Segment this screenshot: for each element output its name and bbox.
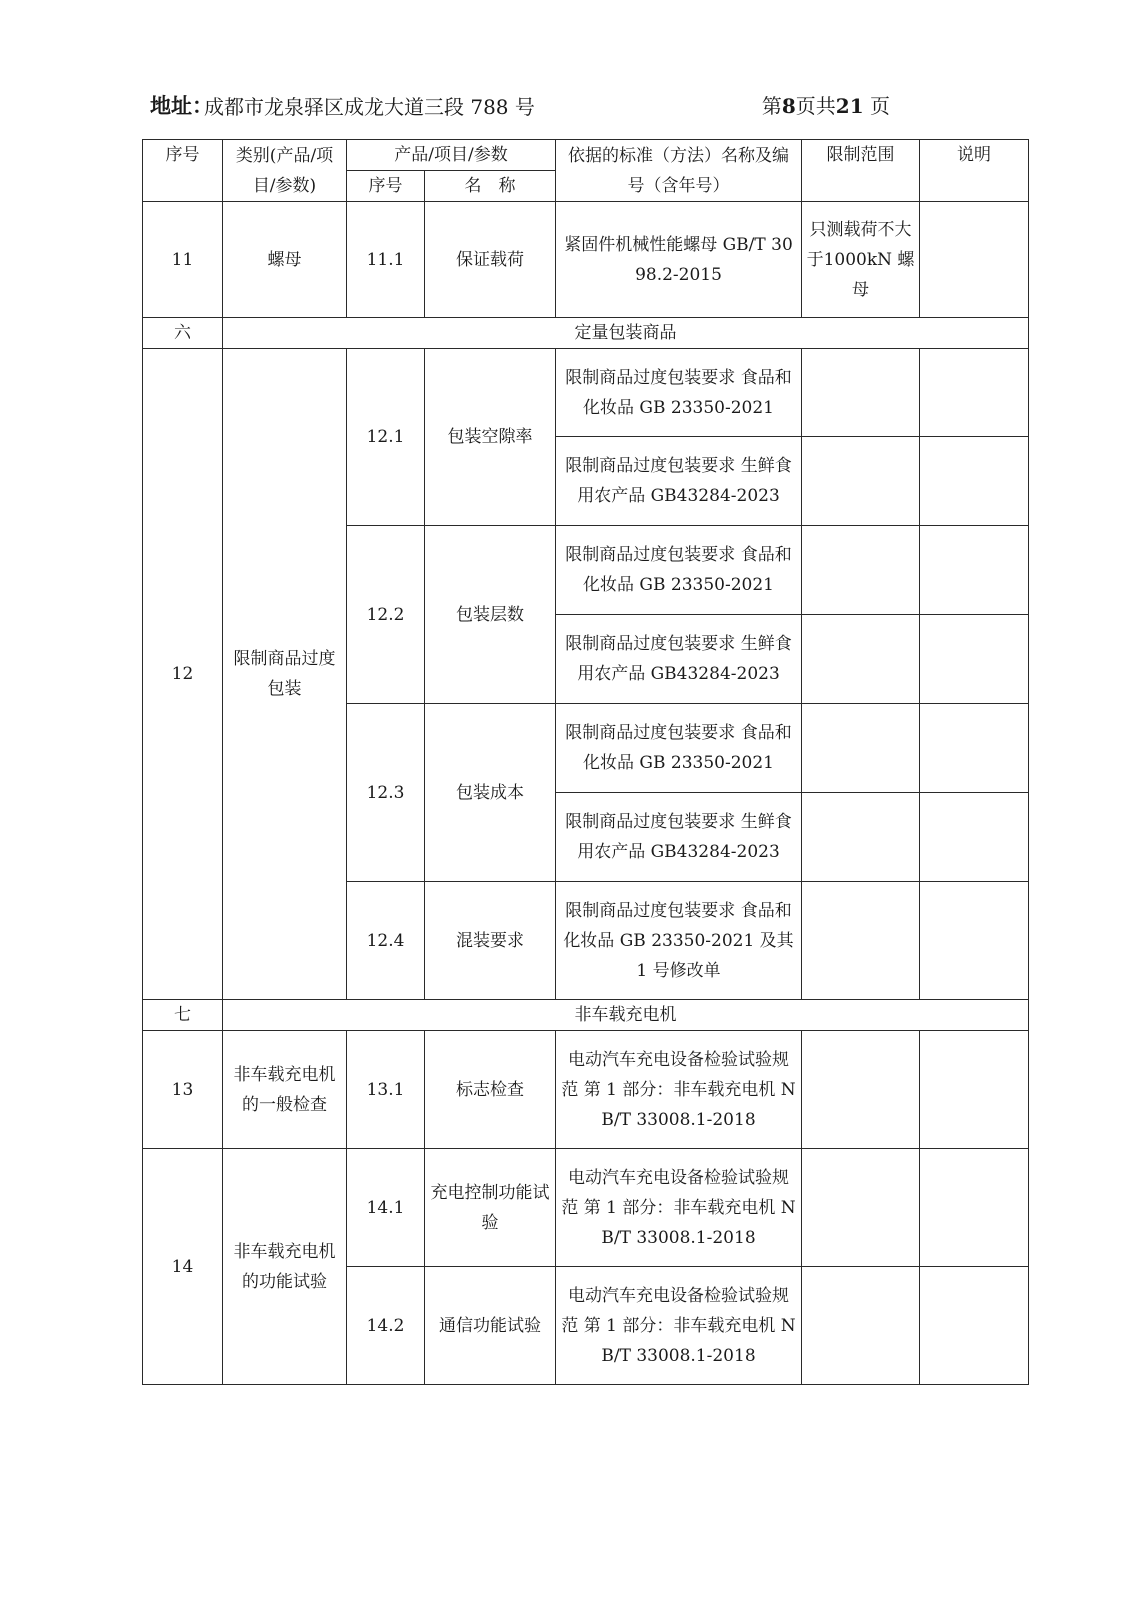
row-item-name: 保证载荷 xyxy=(425,202,556,318)
row-limit xyxy=(802,882,920,1000)
section-row xyxy=(143,318,1029,349)
row-note xyxy=(920,1267,1029,1385)
table-row xyxy=(143,1149,1029,1267)
header-sub-name: 名 称 xyxy=(425,171,556,202)
row-standard: 限制商品过度包装要求 食品和化妆品 GB 23350-2021 及其 1 号修改单 xyxy=(556,882,802,1000)
row-item-name: 包装层数 xyxy=(425,526,556,704)
row-note xyxy=(920,202,1029,318)
header-product: 产品/项目/参数 xyxy=(347,140,556,171)
row-sub-seq: 13.1 xyxy=(347,1031,425,1149)
row-seq: 11 xyxy=(143,202,223,318)
row-limit xyxy=(802,704,920,793)
table-row xyxy=(143,349,1029,437)
row-item-name: 混装要求 xyxy=(425,882,556,1000)
row-sub-seq: 12.2 xyxy=(347,526,425,704)
row-category: 非车载充电机的一般检查 xyxy=(223,1031,347,1149)
row-limit xyxy=(802,615,920,704)
address-text: 成都市龙泉驿区成龙大道三段 788 号 xyxy=(204,95,535,119)
row-limit xyxy=(802,793,920,882)
row-limit xyxy=(802,437,920,526)
row-sub-seq: 14.1 xyxy=(347,1149,425,1267)
section-title: 非车载充电机 xyxy=(223,1000,1029,1031)
row-standard: 限制商品过度包装要求 生鲜食用农产品 GB43284-2023 xyxy=(556,793,802,882)
row-standard: 限制商品过度包装要求 生鲜食用农产品 GB43284-2023 xyxy=(556,437,802,526)
page-total: 21 xyxy=(835,94,864,118)
page-header xyxy=(150,90,890,122)
row-note xyxy=(920,1149,1029,1267)
row-note xyxy=(920,526,1029,615)
page-current: 8 xyxy=(781,94,796,118)
section-number: 七 xyxy=(143,1000,223,1031)
header-limit: 限制范围 xyxy=(802,140,920,202)
row-limit xyxy=(802,1031,920,1149)
page-indicator xyxy=(762,90,890,119)
row-note xyxy=(920,793,1029,882)
page-prefix: 第 xyxy=(761,94,782,118)
row-note xyxy=(920,615,1029,704)
section-number: 六 xyxy=(143,318,223,349)
row-sub-seq: 12.1 xyxy=(347,349,425,526)
row-category: 非车载充电机的功能试验 xyxy=(223,1149,347,1385)
row-standard: 限制商品过度包装要求 食品和化妆品 GB 23350-2021 xyxy=(556,349,802,437)
header-standard: 依据的标准（方法）名称及编号（含年号） xyxy=(556,140,802,202)
address-label: 地址： xyxy=(150,93,213,118)
row-standard: 电动汽车充电设备检验试验规范 第 1 部分：非车载充电机 NB/T 33008.1-2018 xyxy=(556,1149,802,1267)
row-seq: 12 xyxy=(143,349,223,1000)
row-item-name: 通信功能试验 xyxy=(425,1267,556,1385)
section-row xyxy=(143,1000,1029,1031)
row-standard: 电动汽车充电设备检验试验规范 第 1 部分：非车载充电机 NB/T 33008.1-2018 xyxy=(556,1267,802,1385)
row-item-name: 充电控制功能试验 xyxy=(425,1149,556,1267)
row-note xyxy=(920,349,1029,437)
row-standard: 紧固件机械性能螺母 GB/T 3098.2-2015 xyxy=(556,202,802,318)
row-limit xyxy=(802,526,920,615)
row-category: 限制商品过度包装 xyxy=(223,349,347,1000)
row-limit xyxy=(802,1149,920,1267)
row-sub-seq: 11.1 xyxy=(347,202,425,318)
row-category: 螺母 xyxy=(223,202,347,318)
row-seq: 13 xyxy=(143,1031,223,1149)
row-note xyxy=(920,882,1029,1000)
row-item-name: 包装空隙率 xyxy=(425,349,556,526)
row-limit xyxy=(802,349,920,437)
table-row xyxy=(143,202,1029,318)
row-seq: 14 xyxy=(143,1149,223,1385)
row-limit xyxy=(802,1267,920,1385)
row-item-name: 包装成本 xyxy=(425,704,556,882)
header-sub-seq: 序号 xyxy=(347,171,425,202)
row-limit: 只测载荷不大于1000kN 螺母 xyxy=(802,202,920,318)
row-standard: 限制商品过度包装要求 生鲜食用农产品 GB43284-2023 xyxy=(556,615,802,704)
row-note xyxy=(920,704,1029,793)
row-note xyxy=(920,437,1029,526)
row-sub-seq: 14.2 xyxy=(347,1267,425,1385)
row-sub-seq: 12.3 xyxy=(347,704,425,882)
inspection-scope-table xyxy=(142,139,1029,1385)
header-note: 说明 xyxy=(920,140,1029,202)
page-suffix: 页 xyxy=(863,94,890,118)
header-category: 类别(产品/项目/参数) xyxy=(223,140,347,202)
page-middle: 页共 xyxy=(795,94,836,118)
header-row xyxy=(143,140,1029,171)
row-note xyxy=(920,1031,1029,1149)
row-sub-seq: 12.4 xyxy=(347,882,425,1000)
table-row xyxy=(143,1031,1029,1149)
header-seq: 序号 xyxy=(143,140,223,202)
row-standard: 电动汽车充电设备检验试验规范 第 1 部分：非车载充电机 NB/T 33008.1-2018 xyxy=(556,1031,802,1149)
row-item-name: 标志检查 xyxy=(425,1031,556,1149)
row-standard: 限制商品过度包装要求 食品和化妆品 GB 23350-2021 xyxy=(556,526,802,615)
section-title: 定量包装商品 xyxy=(223,318,1029,349)
row-standard: 限制商品过度包装要求 食品和化妆品 GB 23350-2021 xyxy=(556,704,802,793)
